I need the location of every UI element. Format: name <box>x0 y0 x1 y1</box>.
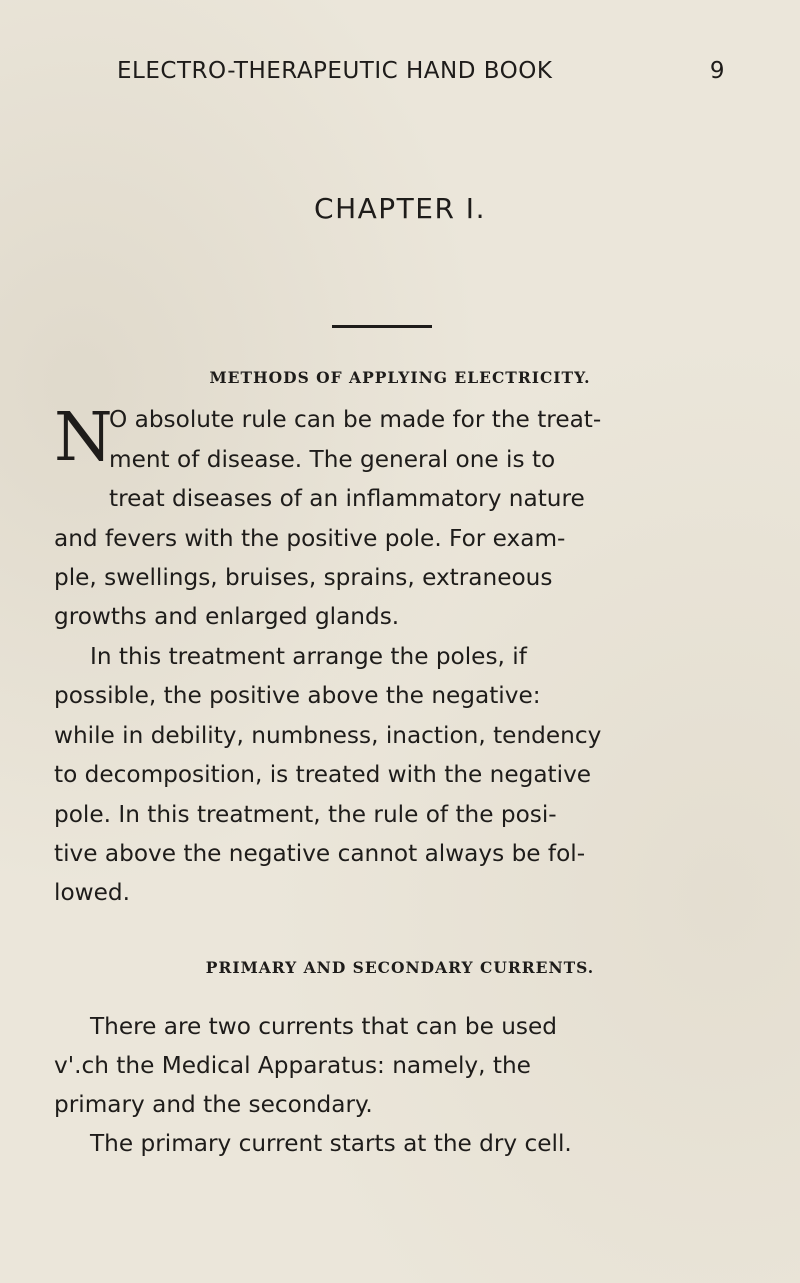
text-line: In this treatment arrange the poles, if <box>90 643 527 670</box>
text-line: O absolute rule can be made for the treat- <box>109 406 602 433</box>
running-head-title: ELECTRO-THERAPEUTIC HAND BOOK <box>117 58 553 84</box>
text-line: ple, swellings, bruises, sprains, extraneous <box>54 564 553 591</box>
text-line: pole. In this treatment, the rule of the posi- <box>54 801 557 828</box>
section-heading-methods: METHODS OF APPLYING ELECTRICITY. <box>209 368 591 387</box>
text-line: tive above the negative cannot always be fol- <box>54 840 586 867</box>
page-number: 9 <box>709 58 725 84</box>
text-line: The primary current starts at the dry cell. <box>90 1130 572 1157</box>
text-line: while in debility, numbness, inaction, tendency <box>54 722 602 749</box>
text-line: lowed. <box>54 879 130 906</box>
drop-cap: N <box>54 398 113 476</box>
chapter-divider-rule <box>332 325 432 328</box>
text-line: primary and the secondary. <box>54 1091 373 1118</box>
text-line: treat diseases of an inflammatory nature <box>109 485 585 512</box>
text-line: to decomposition, is treated with the negative <box>54 761 592 788</box>
text-line: possible, the positive above the negative: <box>54 682 541 709</box>
section-heading-currents: PRIMARY AND SECONDARY CURRENTS. <box>205 958 595 977</box>
running-head <box>117 58 725 84</box>
text-line: v'.ch the Medical Apparatus: namely, the <box>54 1052 531 1079</box>
text-line: growths and enlarged glands. <box>54 603 400 630</box>
chapter-title: CHAPTER I. <box>314 192 486 225</box>
text-line: ment of disease. The general one is to <box>109 446 556 473</box>
text-line: There are two currents that can be used <box>90 1013 557 1040</box>
text-line: and fevers with the positive pole. For exam- <box>54 525 566 552</box>
